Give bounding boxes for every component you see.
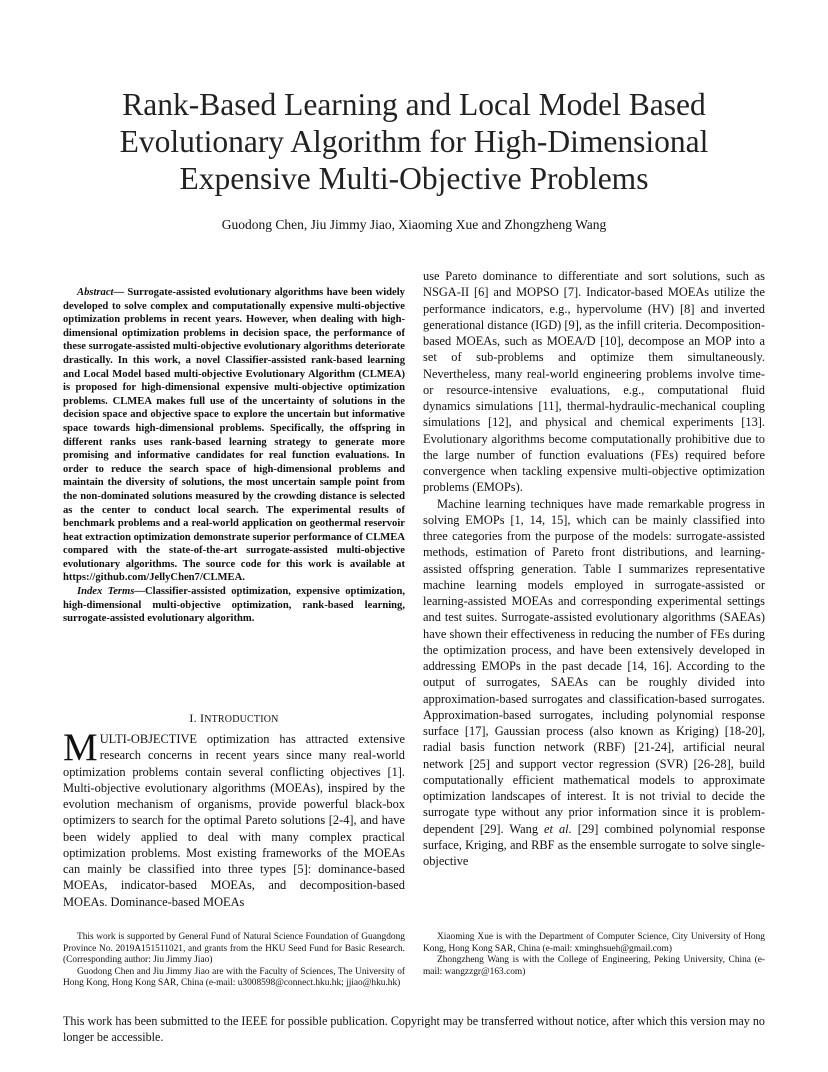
introduction-paragraph [63,726,405,910]
body-italic-text: et al. [544,821,572,836]
abstract-paragraph [63,286,405,585]
section-title-first: I [199,711,205,725]
drop-cap: M [63,726,98,769]
index-terms-paragraph [63,585,405,626]
title-line: Rank-Based Learning and Local Model Based [122,87,706,122]
right-column-body [423,268,765,869]
section-heading-introduction [63,711,405,726]
abstract-text: Surrogate-assisted evolutionary algorithms have been widely developed to solve complex and computationally expensive multi-objective optimization problems in recent years. However, when dealing with high-dimensional optimization problems in decision space, the performance of these surrogate-assisted multi-objective evolutionary algorithms deteriorate drastically. In this work, a novel Classifier-assisted rank-based learning and Local Model based multi-objective Evolutionary Algorithm (CLMEA) is proposed for high-dimensional expensive multi-objective optimization problems. CLMEA makes full use of the uncertainty of solutions in the decision space and objective space to explore the uncertain but informative space towards high-dimensional problems. Specifically, the offspring in different ranks uses rank-based learning strategy to generate more promising and informative candidates for real function evaluations. In order to reduce the search space of high-dimensional problems and maintain the diversity of solutions, the most uncertain sample point from the non-dominated solutions measured by the crowding distance is selected as the center to conduct local search. The experimental results of benchmark problems and a real-world application on geothermal reservoir heat extraction optimization demonstrate superior performance of CLMEA compared with the state-of-the-art surrogate-assisted multi-objective evolutionary algorithms. The source code for this work is available at https://github.com/JellyChen7/CLMEA. [63,287,405,584]
footnotes-right [423,932,765,978]
footnote: Xiaoming Xue is with the Department of Computer Science, City University of Hong Kong, Hong Kong SAR, China (e-mail: xminghsueh@gmail.com) [423,932,765,954]
body-paragraph: use Pareto dominance to differentiate and sort solutions, such as NSGA-II [6] and MOPSO [7]. Indicator-based MOEAs utilize the performance indicators, e.g., hypervolume (HV) [8] and inverted generational distance (IGD) [9], as the infill criteria. Decomposition-based MOEAs, such as MOEA/D [10], decompose an MOP into a set of sub-problems and optimize them simultaneously. Nevertheless, many real-world engineering problems involve time- or resource-intensive evaluations, e.g., computational fluid dynamics simulations [11], thermal-hydraulic-mechanical coupling simulations [12], and physical and chemical experiments [13]. Evolutionary algorithms become computationally prohibitive due to the large number of function evaluations (FEs) required before convergence when tackling expensive multi-objective optimization problems (EMOPs). [423,269,765,495]
footnote: Guodong Chen and Jiu Jimmy Jiao are with the Faculty of Sciences, The University of Hong Kong, Hong Kong SAR, China (e-mail: u3008598@connect.hku.hk; jjiao@hku.hk) [63,966,405,989]
submission-notice: This work has been submitted to the IEEE for possible publication. Copyright may be transferred without notice, after which this version may no longer be accessible. [63,1014,765,1044]
footnotes-left [63,932,405,990]
section-title-rest: NTRODUCTION [204,714,279,725]
abstract-label: Abstract [77,287,114,298]
index-terms-text: Classifier-assisted optimization, expensive optimization, high-dimensional multi-objective optimization, rank-based learning, surrogate-assisted evolutionary algorithm. [63,586,405,625]
footnote: This work is supported by General Fund of Natural Science Foundation of Guangdong Province No. 2019A151511021, and grants from the HKU Seed Fund for Basic Research. (Corresponding author: Jiu Jimmy Jiao) [63,932,405,966]
body-text: Machine learning techniques have made remarkable progress in solving EMOPs [1, 14, 15], which can be mainly classified into three categories from the purpose of the models: surrogate-assisted methods, estimation of Pareto front distributions, and learning-assisted offspring generation. Table I summarizes representative machine learning models employed in surrogate-assisted or learning-assisted MOEAs and corresponding experimental settings and test suites. Surrogate-assisted evolutionary algorithms (SAEAs) have shown their effectiveness in reducing the number of FEs during the optimization process, and have been extensively developed in addressing EMOPs in the past decade [14, 16]. According to the output of surrogates, SAEAs can be roughly divided into approximation-based surrogates and classification-based surrogates. Approximation-based surrogates, including polynomial response surface [17], Gaussian process (also known as Kriging) [18-20], radial basis function network (RBF) [21-24], artificial neural network [25] and support vector regression (SVR) [26-28], build computationally efficient mathematical models to approximate optimization landscapes of interest. It is not trivial to decide the surrogate type without any prior information since it is problem-dependent [29]. Wang [423,496,765,836]
author-list: Guodong Chen, Jiu Jimmy Jiao, Xiaoming Xue and Zhongzheng Wang [221,217,607,232]
index-terms-dash: — [134,586,145,598]
intro-text: ULTI-OBJECTIVE optimization has attracted extensive research concerns in recent years since many real-world optimization problems contain several conflicting objectives [1]. Multi-objective evolutionary algorithms (MOEAs), inspired by the evolution mechanism of organisms, provide powerful black-box optimizers to search for the optimal Pareto solutions [2-4], and have been widely applied to deal with many complex practical optimization problems. Most existing frameworks of the MOEAs can mainly be classified into three types [5]: dominance-based MOEAs, indicator-based MOEAs, and decomposition-based MOEAs. Dominance-based MOEAs [63,732,405,909]
section-numeral: I. [189,711,197,725]
body-text: [29] combined polynomial response surface, Kriging, and RBF as the ensemble surrogate to solve single-objective [423,821,765,868]
title-line: Evolutionary Algorithm for High-Dimensional [119,124,709,159]
title-line: Expensive Multi-Objective Problems [179,161,649,196]
abstract-dash: — [113,287,128,298]
abstract-block [63,286,405,626]
paper-title [60,86,768,197]
body-paragraph [423,496,765,870]
footnote: Zhongzheng Wang is with the College of Engineering, Peking University, China (e-mail: wangzzgr@163.com) [423,955,765,977]
index-terms-label: Index Terms [77,586,135,598]
